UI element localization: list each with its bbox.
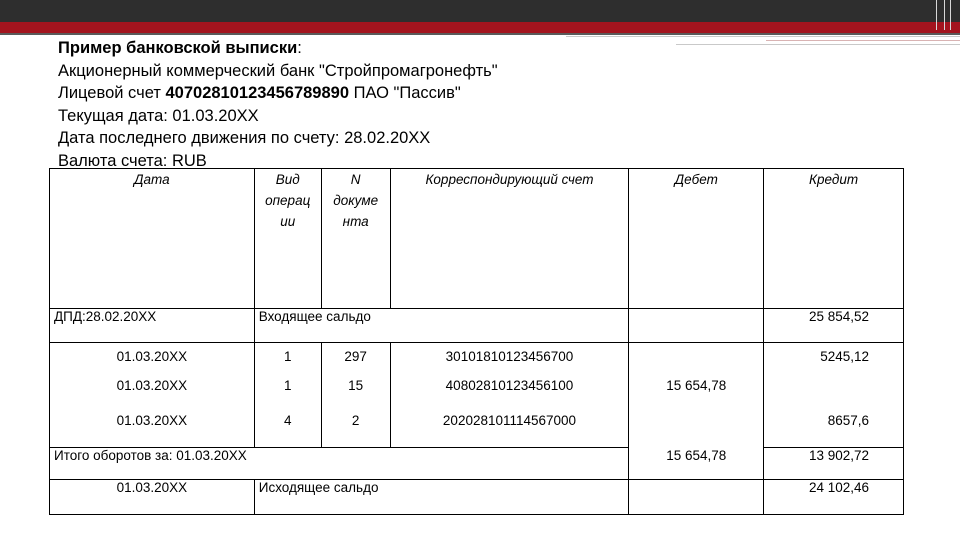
totals-row (50, 448, 904, 480)
row-date: 01.03.20XX (50, 343, 255, 378)
opening-credit: 25 854,52 (764, 309, 904, 343)
row-corr-account: 202028101114567000 (390, 413, 629, 448)
decor-line (944, 0, 945, 30)
col-header-doc-no: N докуме нта (321, 169, 390, 309)
opening-date: ДПД:28.02.20XX (50, 309, 255, 343)
top-band-red (0, 22, 960, 33)
last-movement-date: Дата последнего движения по счету: 28.02.20XX (58, 129, 431, 147)
account-label: Лицевой счет (58, 84, 166, 102)
table-row (50, 413, 904, 448)
row-debit: 15 654,78 (629, 378, 764, 413)
statement-table (49, 168, 904, 515)
closing-debit (629, 480, 764, 515)
row-doc-no: 15 (321, 378, 390, 413)
totals-debit: 15 654,78 (629, 448, 764, 480)
row-debit (629, 413, 764, 448)
row-corr-account: 40802810123456100 (390, 378, 629, 413)
statement-title-line (58, 37, 498, 60)
decor-line (950, 0, 951, 30)
totals-credit: 13 902,72 (764, 448, 904, 480)
bank-name: Акционерный коммерческий банк "Стройпромагронефть" (58, 61, 498, 80)
row-op-type: 1 (254, 343, 321, 378)
row-op-type: 1 (254, 378, 321, 413)
opening-label: Входящее сальдо (254, 309, 629, 343)
row-credit: 8657,6 (764, 413, 904, 448)
closing-label: Исходящее сальдо (254, 480, 629, 515)
table-row (50, 343, 904, 378)
account-line (58, 82, 498, 105)
opening-debit (629, 309, 764, 343)
decor-lines (566, 34, 960, 54)
closing-credit: 24 102,46 (764, 480, 904, 515)
current-date: Текущая дата: 01.03.20XX (58, 106, 259, 125)
closing-date: 01.03.20XX (50, 480, 255, 515)
account-currency: Валюта счета: RUB (58, 151, 207, 170)
row-doc-no: 297 (321, 343, 390, 378)
opening-balance-row (50, 309, 904, 343)
closing-balance-row (50, 480, 904, 515)
statement-title: Пример банковской выписки (58, 39, 298, 57)
col-header-debit: Дебет (629, 169, 764, 309)
totals-label: Итого оборотов за: 01.03.20XX (50, 448, 629, 480)
row-credit (764, 378, 904, 413)
title-suffix: : (297, 39, 302, 57)
col-header-date: Дата (50, 169, 255, 309)
top-band-dark (0, 0, 960, 22)
row-date: 01.03.20XX (50, 413, 255, 448)
row-date: 01.03.20XX (50, 378, 255, 413)
row-corr-account: 30101810123456700 (390, 343, 629, 378)
row-debit (629, 343, 764, 378)
row-credit: 5245,12 (764, 343, 904, 378)
col-header-op-type: Вид операц ии (254, 169, 321, 309)
col-header-corr-account: Корреспондирующий счет (390, 169, 629, 309)
decor-line (936, 0, 937, 30)
statement-header (58, 37, 498, 172)
table-header-row (50, 169, 904, 309)
col-header-credit: Кредит (764, 169, 904, 309)
row-doc-no: 2 (321, 413, 390, 448)
account-number: 40702810123456789890 (165, 84, 350, 102)
row-op-type: 4 (254, 413, 321, 448)
account-owner: ПАО "Пассив" (349, 84, 461, 102)
table-row (50, 378, 904, 413)
